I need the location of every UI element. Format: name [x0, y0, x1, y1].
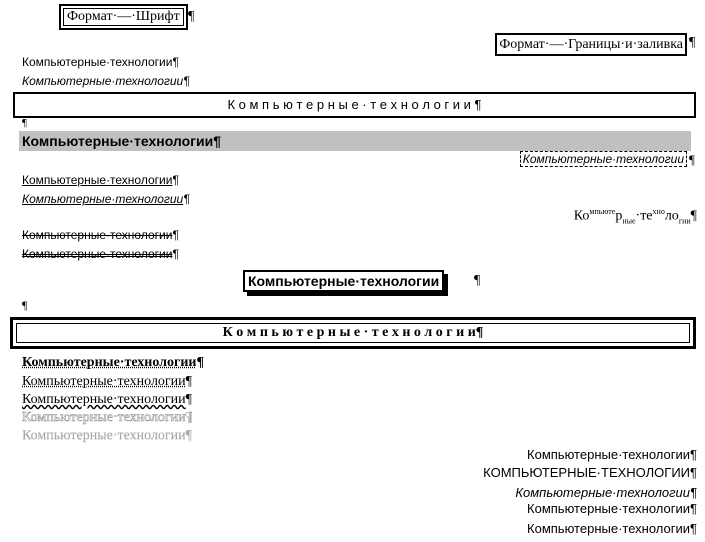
line-text-normal: ло [664, 208, 679, 224]
paragraph-mark: ¶ [172, 247, 179, 261]
paragraph-mark: ¶ [22, 298, 28, 312]
paragraph-mark: ¶ [185, 428, 193, 443]
line-text: КОМПЬЮТЕРНЫЕ·ТЕХНОЛОГИИ [483, 465, 691, 480]
line-text: Компьютерные·технологии [527, 501, 691, 516]
line-text: Компьютерные·технологии [22, 228, 173, 242]
line-text: Компьютерные·технологии [22, 247, 173, 261]
paragraph-mark: ¶ [183, 74, 190, 88]
text-line-italic [22, 75, 190, 87]
text-line-underlined [22, 174, 179, 186]
paragraph-mark: ¶ [172, 173, 179, 187]
line-text: К о м п ь ю т е р н ы е · т е х н о л о г и и [222, 325, 476, 340]
paragraph-mark: ¶ [172, 228, 179, 242]
right-text-line-small [527, 502, 697, 515]
line-text: Компьютерные·технологии [22, 410, 186, 425]
paragraph-mark: ¶ [185, 374, 193, 389]
text-line-italic-underlined [22, 193, 190, 205]
line-text: Компьютерные·технологии [515, 485, 691, 500]
paragraph-mark: ¶ [690, 208, 697, 224]
text-line-dashed-box: Компьютерные·технологии [520, 151, 687, 167]
paragraph-mark: ¶ [196, 355, 205, 370]
paragraph-mark: ¶ [172, 55, 179, 69]
line-text: Компьютерные·технологии [22, 192, 184, 206]
line-text-subscript: ные [622, 216, 636, 226]
paragraph-mark: ¶ [690, 521, 697, 536]
line-text-superscript: хно [652, 207, 665, 216]
text-line-double-strikethrough [22, 248, 179, 260]
line-text-normal: ·те [635, 208, 653, 224]
line-text: Компьютерные·технологии [22, 428, 186, 443]
text-line-shadow-box: Компьютерные·технологии [243, 270, 444, 292]
line-text: Компьютерные·технологии [22, 133, 214, 149]
line-text: Компьютерные·технологии [527, 447, 691, 462]
line-text: Компьютерные·технологии [527, 521, 691, 536]
paragraph-mark: ¶ [689, 152, 695, 167]
paragraph-mark: ¶ [689, 35, 696, 50]
line-text: Компьютерные·технологии [22, 55, 173, 69]
line-text-normal: р [615, 208, 623, 224]
text-line-shaded-bold [19, 131, 691, 151]
paragraph-mark: ¶ [188, 9, 195, 24]
line-text: Компьютерные·технологии [22, 355, 197, 370]
text-line-normal [22, 56, 179, 68]
right-text-line-normal-2 [527, 522, 697, 535]
text-line-spaced-framed [10, 317, 696, 349]
paragraph-mark: ¶ [690, 447, 697, 462]
paragraph-mark: ¶ [475, 325, 484, 340]
paragraph-mark: ¶ [690, 465, 697, 480]
text-line-outline [22, 411, 192, 425]
paragraph-mark: ¶ [185, 392, 193, 407]
text-line-bold-dotted [22, 356, 204, 370]
text-line-wavy [22, 393, 192, 407]
paragraph-mark: ¶ [183, 192, 190, 206]
line-text: К о м п ь ю т е р н ы е · т е х н о л о г и и [227, 97, 471, 112]
font-format-heading-box [59, 4, 188, 30]
line-text: Компьютерные·технологии [22, 374, 186, 389]
paragraph-mark: ¶ [22, 117, 27, 129]
text-line-spaced-boxed [13, 92, 696, 118]
paragraph-mark: ¶ [474, 273, 481, 288]
line-text-superscript: мпьюте [589, 207, 616, 216]
borders-format-heading: Формат·—·Границы·и·заливка [495, 33, 687, 56]
paragraph-mark: ¶ [690, 501, 697, 516]
right-text-line-caps [483, 466, 697, 479]
right-text-line-italic [515, 486, 697, 499]
paragraph-mark: ¶ [213, 133, 221, 149]
line-text: Компьютерные·технологии [22, 74, 184, 88]
text-line-dotted [22, 375, 192, 389]
text-line-strikethrough [22, 229, 179, 241]
text-line-engrave [22, 429, 192, 443]
paragraph-mark: ¶ [185, 410, 193, 425]
line-text: Компьютерные·технологии [22, 392, 186, 407]
paragraph-mark: ¶ [474, 97, 482, 112]
font-format-heading: Формат·—·Шрифт [63, 8, 184, 26]
line-text-subscript: гии [678, 216, 691, 226]
line-text-normal: Ко [573, 208, 590, 224]
right-text-line-normal [527, 448, 697, 461]
line-text: Компьютерные·технологии [22, 173, 173, 187]
text-line-super-sub [574, 208, 697, 225]
paragraph-mark: ¶ [690, 485, 697, 500]
